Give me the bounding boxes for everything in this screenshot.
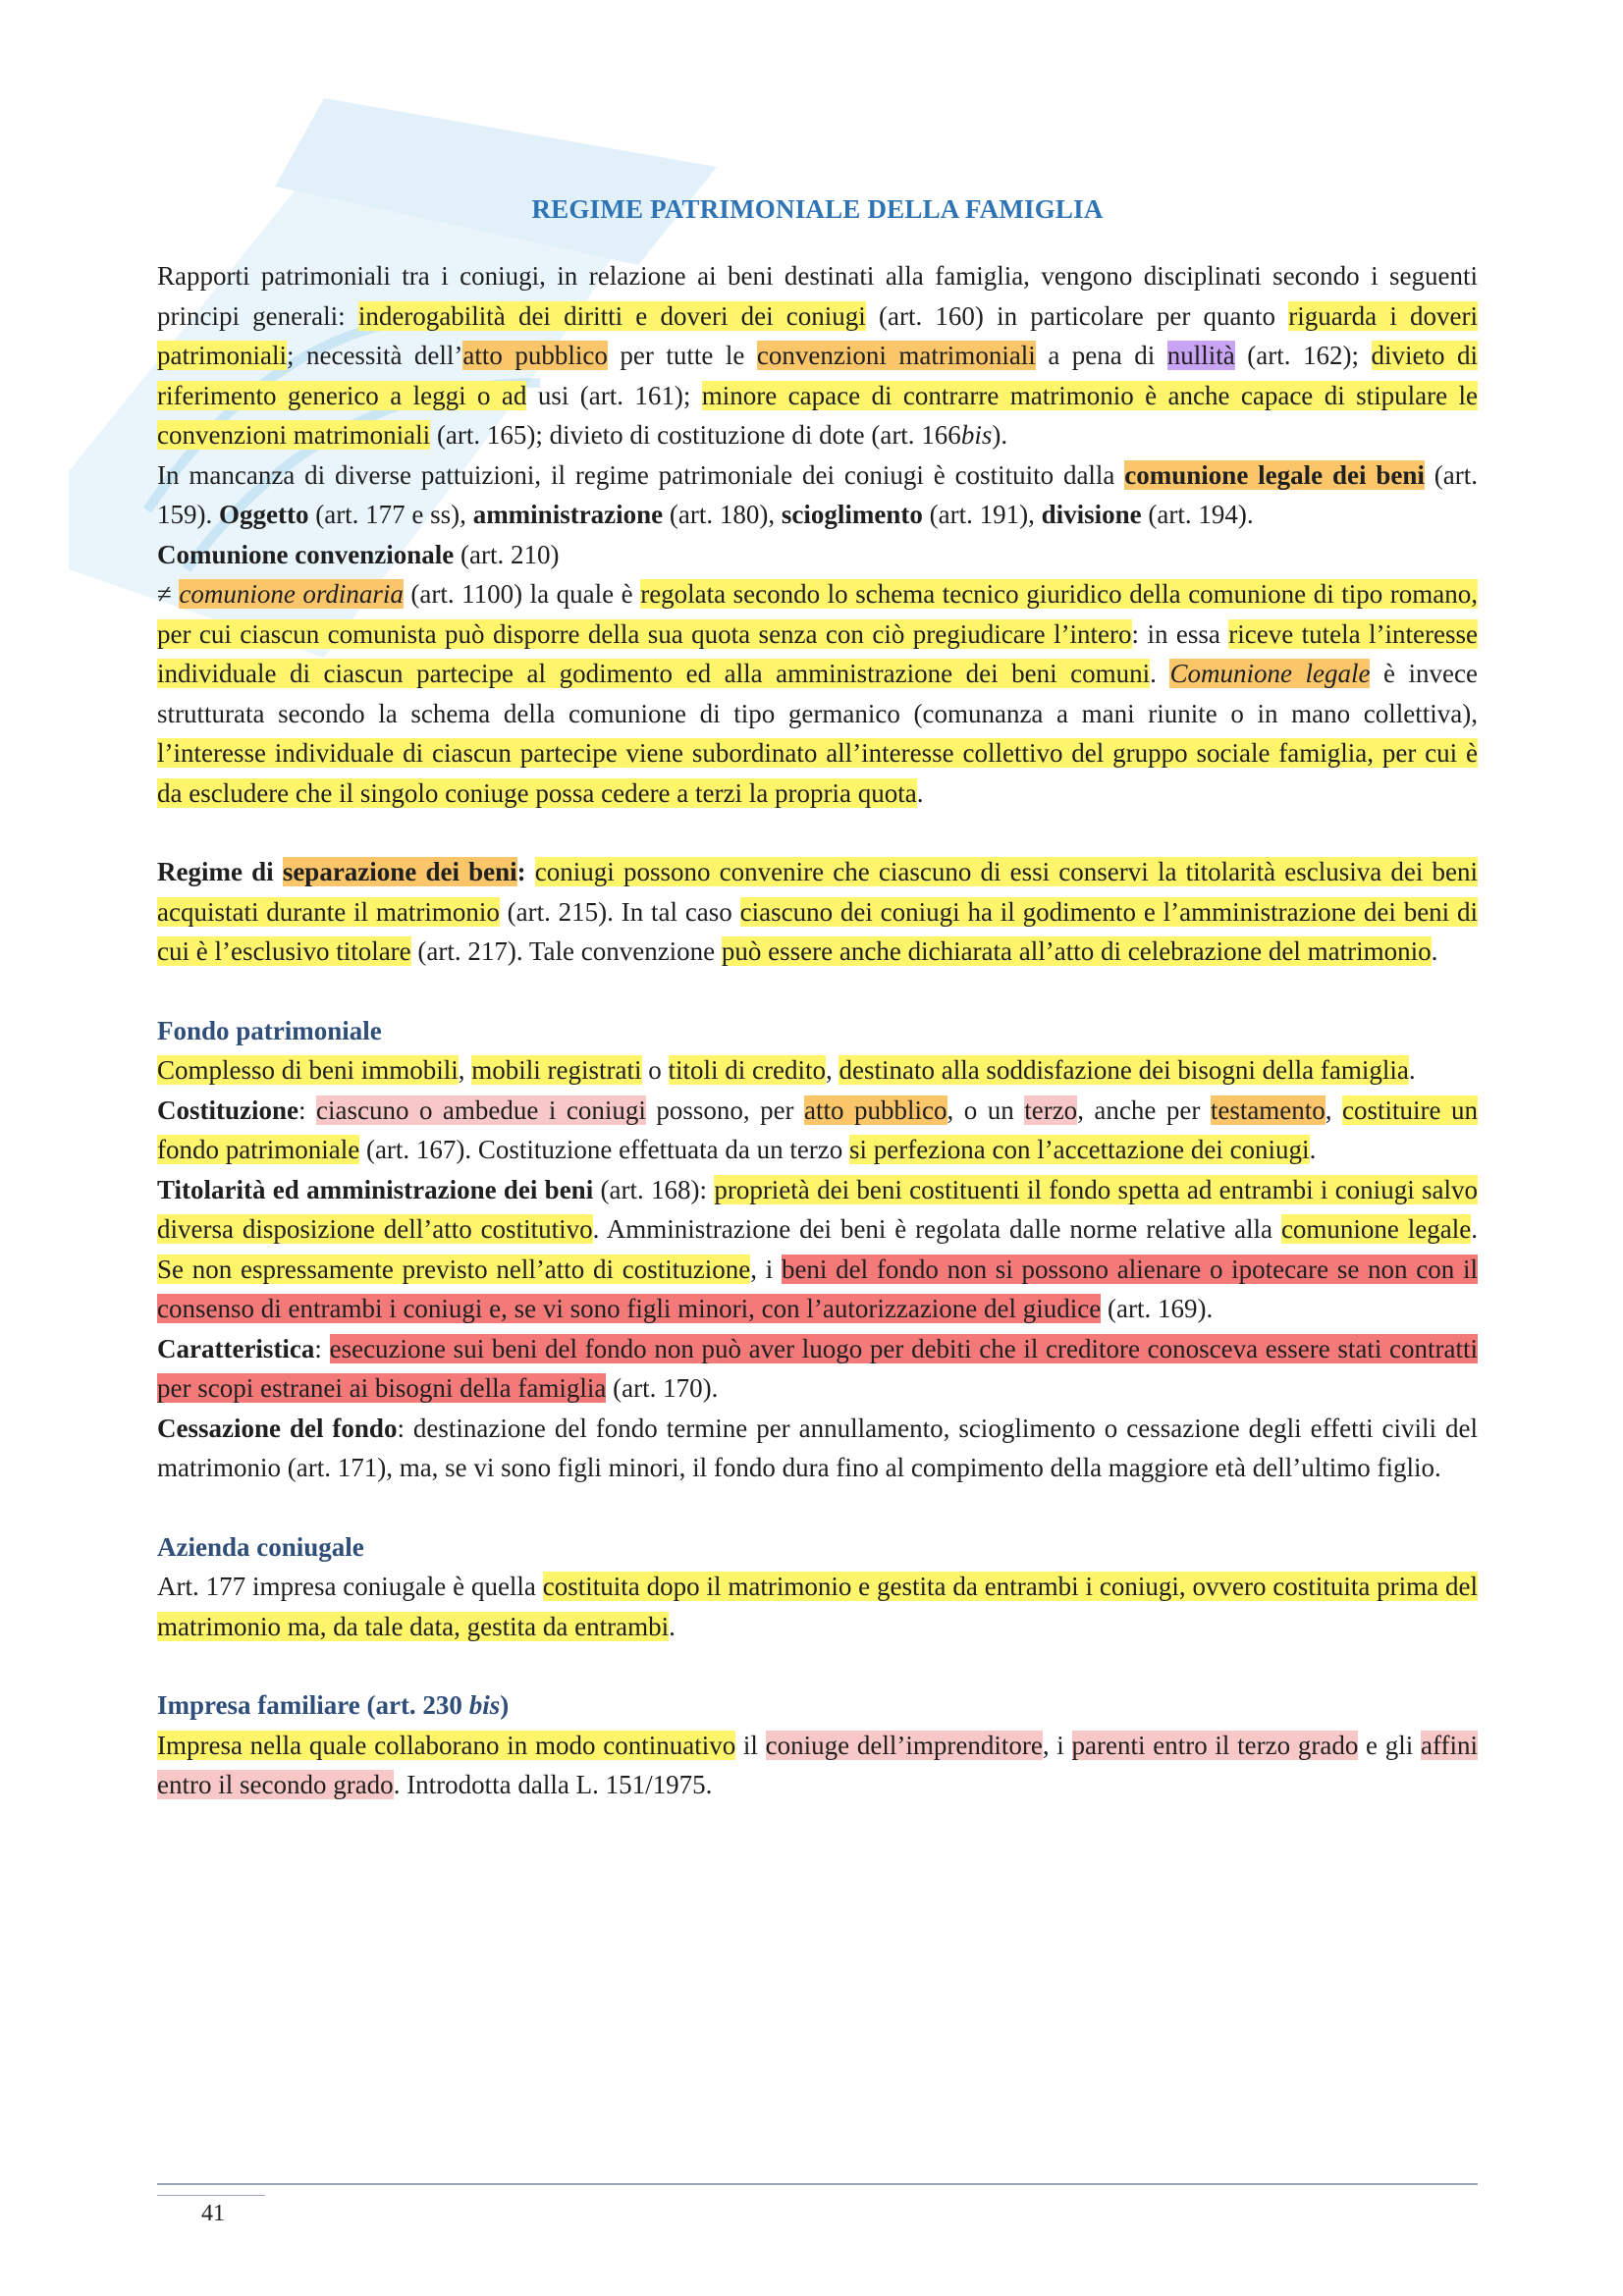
text-run: . Introdotta dalla L. 151/1975.: [393, 1770, 713, 1799]
text-run: .: [1150, 659, 1170, 688]
text-run: Azienda coniugale: [157, 1531, 364, 1562]
highlighted-text: proprietà dei beni costituenti il fondo spetta ad entrambi i coniugi salvo diversa disposizione dell’atto costitutivo: [157, 1174, 1478, 1244]
highlighted-text: comunione ordinaria: [179, 579, 404, 609]
text-run: il: [735, 1730, 766, 1760]
highlighted-text: comunione legale: [1280, 1214, 1472, 1244]
highlighted-text: Se non espressamente previsto nell’atto di costituzione: [157, 1254, 751, 1284]
text-run: :: [298, 1095, 316, 1125]
text-run: In mancanza di diverse pattuizioni, il regime patrimoniale dei coniugi è costituito dalla: [157, 459, 1125, 490]
highlighted-text: ciascuno dei coniugi ha il godimento e l’amministrazione dei beni di cui è l’esclusivo titolare: [157, 896, 1478, 966]
text-run: possono, per: [645, 1095, 805, 1125]
document-body: [157, 256, 1478, 1805]
highlighted-text: beni del fondo non si possono alienare o ipotecare se non con il consenso di entrambi i coniugi e, se vi sono figli minori, con l’autorizzazione del giudice: [157, 1254, 1478, 1323]
text-run: (art. 168):: [593, 1174, 715, 1204]
highlighted-text: atto pubblico: [804, 1095, 947, 1125]
text-run: (art. 165); divieto di costituzione di dote (art. 166: [430, 420, 961, 450]
text-run: (art. 159).: [157, 459, 1479, 529]
highlighted-text: l’interesse individuale di ciascun partecipe viene subordinato all’interesse collettivo del gruppo sociale famiglia, per cui è da escludere che il singolo coniuge possa cedere a terzi la propria quota: [157, 738, 1478, 808]
text-run: Regime di: [157, 857, 283, 886]
text-run: divisione: [1041, 500, 1142, 529]
text-run: a pena di: [1035, 341, 1167, 370]
separazione-beni-paragraph: [157, 852, 1478, 972]
text-run: Comunione convenzionale: [157, 539, 455, 569]
highlighted-text: destinato alla soddisfazione dei bisogni della famiglia: [839, 1055, 1409, 1085]
text-run: .: [669, 1611, 676, 1641]
highlighted-text: inderogabilità dei diritti e doveri dei coniugi: [357, 300, 866, 331]
text-run: :: [516, 857, 535, 886]
highlighted-text: mobili registrati: [471, 1055, 642, 1085]
costituzione-paragraph: [157, 1091, 1478, 1170]
text-run: , i: [1042, 1730, 1072, 1760]
highlighted-text: convenzioni matrimoniali: [756, 341, 1036, 370]
text-run: ): [500, 1690, 510, 1720]
page-number: 41: [201, 2201, 225, 2226]
highlighted-text: comunione legale dei beni: [1124, 459, 1425, 490]
text-run: ).: [992, 420, 1008, 450]
highlighted-text: Complesso di beni immobili: [157, 1055, 459, 1085]
text-run: Cessazione del fondo: [157, 1413, 398, 1443]
text-run: o: [641, 1055, 669, 1085]
footer-short-rule: [157, 2195, 265, 2196]
text-run: (art. 169).: [1101, 1294, 1214, 1323]
text-run: (art. 167). Costituzione effettuata da un terzo: [359, 1135, 850, 1164]
highlighted-text: coniuge dell’imprenditore: [765, 1730, 1043, 1760]
footer-rule: [157, 2183, 1478, 2185]
text-run: .: [1431, 936, 1438, 966]
text-run: Impresa familiare (art. 230: [157, 1690, 469, 1720]
highlighted-text: atto pubblico: [462, 341, 608, 370]
highlighted-text: separazione dei beni: [282, 857, 517, 886]
text-run: , i: [750, 1254, 782, 1284]
highlighted-text: titoli di credito: [668, 1055, 826, 1085]
highlighted-text: può essere anche dichiarata all’atto di celebrazione del matrimonio: [721, 936, 1432, 966]
text-run: ≠: [157, 579, 180, 609]
comunione-legale-paragraph: [157, 455, 1478, 535]
highlighted-text: Impresa nella quale collaborano in modo continuativo: [157, 1730, 736, 1760]
page-title: REGIME PATRIMONIALE DELLA FAMIGLIA: [531, 194, 1104, 224]
text-run: ,: [1325, 1095, 1343, 1125]
text-run: ,: [458, 1055, 472, 1085]
text-run: ,: [825, 1055, 839, 1085]
text-run: (art. 177 e ss),: [308, 500, 473, 529]
caratteristica-paragraph: [157, 1329, 1478, 1409]
text-run: scioglimento: [781, 500, 923, 529]
highlighted-text: Comunione legale: [1169, 659, 1371, 688]
text-run: (art. 160) in particolare per quanto: [865, 300, 1289, 331]
text-run: :: [314, 1333, 330, 1363]
text-run: Caratteristica: [157, 1333, 315, 1363]
text-run: : in essa: [1131, 618, 1229, 649]
impresa-familiare-paragraph: [157, 1726, 1478, 1805]
text-run: Rapporti patrimoniali tra i coniugi, in relazione ai beni destinati alla famiglia, vengono disciplinati secondo i seguenti principi generali:: [157, 261, 1478, 331]
highlighted-text: nullità: [1166, 341, 1235, 370]
paragraph-gap: [157, 813, 1478, 852]
text-run: e gli: [1358, 1730, 1422, 1760]
text-run: (art. 191),: [922, 500, 1042, 529]
highlighted-text: riceve tutela l’interesse individuale di ciascun partecipe al godimento ed alla amministrazione dei beni comuni: [157, 618, 1478, 688]
text-run: (art. 162);: [1234, 341, 1372, 370]
text-run: (art. 170).: [606, 1373, 719, 1403]
text-run: (art. 1100) la quale è: [403, 579, 641, 609]
paragraph-gap: [157, 972, 1478, 1011]
text-run: , anche per: [1077, 1095, 1211, 1125]
text-run: Art. 177 impresa coniugale è quella: [157, 1572, 543, 1601]
comunione-convenzionale-line: [157, 535, 1478, 575]
titolarita-paragraph: [157, 1170, 1478, 1329]
document-page: [157, 187, 1478, 1805]
text-run: (art. 217). Tale convenzione: [410, 936, 722, 966]
highlighted-text: testamento: [1210, 1095, 1325, 1125]
comunione-ordinaria-paragraph: [157, 574, 1478, 813]
text-run: .: [1408, 1055, 1416, 1085]
text-run: . Amministrazione dei beni è regolata dalle norme relative alla: [592, 1214, 1281, 1244]
highlighted-text: riguarda i doveri patrimoniali: [157, 300, 1479, 370]
highlighted-text: parenti entro il terzo grado: [1071, 1730, 1359, 1760]
text-run: (art. 194).: [1141, 500, 1254, 529]
text-run: ; necessità dell’: [286, 341, 463, 370]
text-run: (art. 210): [454, 539, 560, 569]
highlighted-text: affini entro il secondo grado: [157, 1730, 1478, 1799]
text-run: bis: [960, 420, 993, 450]
text-run: Costituzione: [157, 1095, 298, 1125]
text-run: bis: [468, 1690, 501, 1720]
highlighted-text: esecuzione sui beni del fondo non può aver luogo per debiti che il creditore conosceva essere stati contratti per scopi estranei ai bisogni della famiglia: [157, 1333, 1478, 1403]
highlighted-text: costituita dopo il matrimonio e gestita da entrambi i coniugi, ovvero costituita prima del matrimonio ma, da tale data, gestita da entrambi: [157, 1572, 1478, 1641]
text-run: .: [1309, 1135, 1317, 1164]
paragraph-gap: [157, 1488, 1478, 1527]
highlighted-text: si perfeziona con l’accettazione dei coniugi: [849, 1135, 1310, 1164]
paragraph-gap: [157, 1646, 1478, 1685]
text-run: (art. 180),: [663, 500, 782, 529]
highlighted-text: regolata secondo lo schema tecnico giuridico della comunione di tipo romano, per cui ciascun comunista può disporre della sua quota senza con ciò pregiudicare l’intero: [157, 579, 1478, 649]
highlighted-text: coniugi possono convenire che ciascuno di essi conservi la titolarità esclusiva dei beni acquistati durante il matrimonio: [157, 857, 1478, 927]
intro-paragraph: [157, 256, 1478, 455]
text-run: Oggetto: [219, 500, 309, 529]
text-run: è invece strutturata secondo la schema della comunione di tipo germanico (comunanza a mani riunite o in mano collettiva),: [157, 659, 1479, 728]
fondo-patrimoniale-heading: [157, 1011, 1478, 1051]
azienda-coniugale-heading: [157, 1527, 1478, 1568]
text-run: .: [916, 777, 924, 808]
text-run: , o un: [947, 1095, 1025, 1125]
text-run: per tutte le: [607, 341, 757, 370]
text-run: amministrazione: [472, 500, 664, 529]
text-run: : destinazione del fondo termine per annullamento, scioglimento o cessazione degli effetti civili del matrimonio (art. 171), ma, se vi sono figli minori, il fondo dura fino al compimento della maggiore età dell’ultimo figlio.: [157, 1413, 1478, 1482]
highlighted-text: terzo: [1024, 1095, 1078, 1125]
azienda-coniugale-paragraph: [157, 1567, 1478, 1646]
highlighted-text: minore capace di contrarre matrimonio è anche capace di stipulare le convenzioni matrimoniali: [157, 380, 1478, 450]
impresa-familiare-heading: [157, 1685, 1478, 1726]
text-run: (art. 215). In tal caso: [499, 896, 740, 927]
highlighted-text: divieto di riferimento generico a leggi o ad: [157, 341, 1479, 410]
cessazione-paragraph: [157, 1409, 1478, 1488]
highlighted-text: ciascuno o ambedue i coniugi: [316, 1095, 646, 1125]
text-run: usi (art. 161);: [526, 380, 702, 410]
text-run: Fondo patrimoniale: [157, 1015, 382, 1045]
highlighted-text: costituire un fondo patrimoniale: [157, 1095, 1478, 1164]
text-run: Titolarità ed amministrazione dei beni: [157, 1174, 594, 1204]
fondo-definition-paragraph: [157, 1050, 1478, 1091]
text-run: .: [1471, 1214, 1478, 1244]
